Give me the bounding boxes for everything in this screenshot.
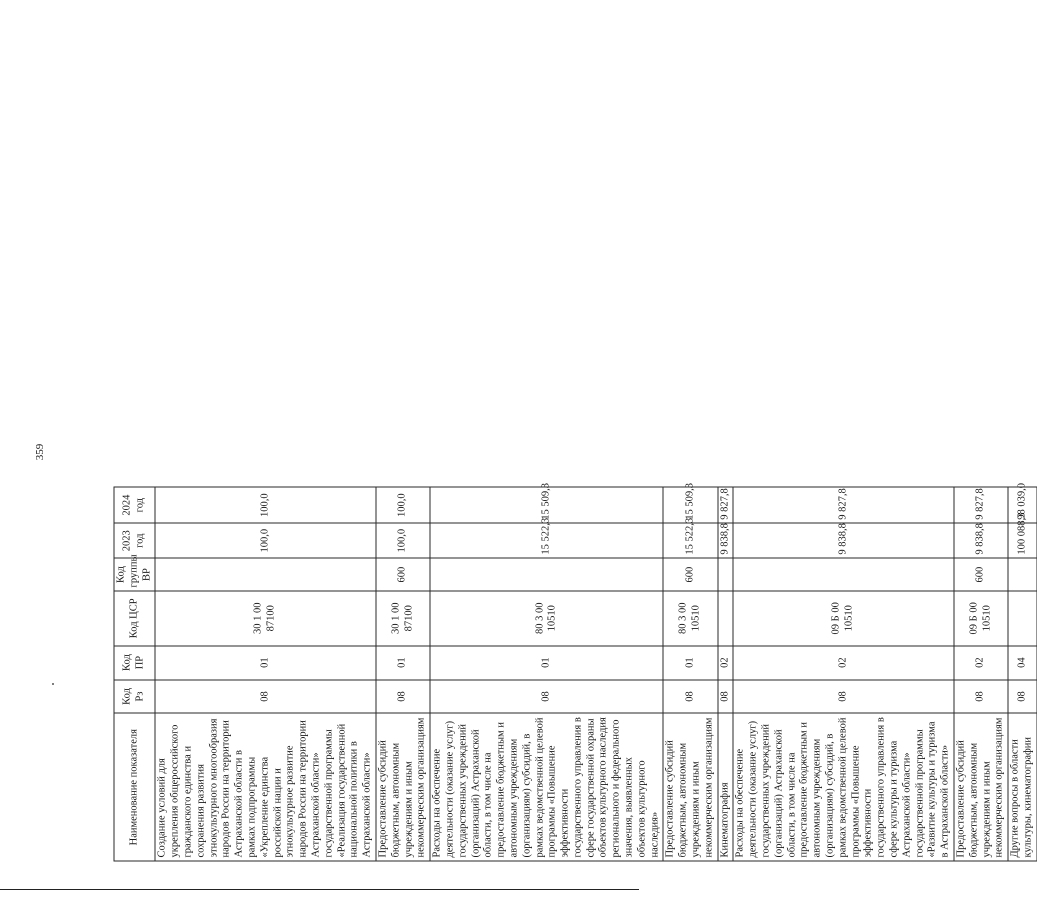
row-vr: 600 [663, 558, 717, 591]
row-2024: 9 827,8 [733, 487, 954, 523]
budget-table-container [114, 53, 1034, 862]
row-vr [430, 558, 663, 591]
row-name: Другие вопросы в области культуры, кинематографии [1008, 713, 1037, 861]
row-rz: 08 [430, 680, 663, 714]
table-header-row [114, 53, 155, 861]
row-vr: 600 [376, 558, 430, 591]
row-name: Предоставление субсидий бюджетным, автономным учреждениям и иным некоммерческим организациям [663, 713, 717, 861]
row-csr: 30 1 00 87100 [376, 591, 430, 646]
page-number: 359 [34, 443, 46, 461]
row-2024: 15 509,3 [430, 487, 663, 523]
row-pr: 02 [733, 646, 954, 680]
row-name: Предоставление субсидий бюджетным, автономным учреждениям и иным некоммерческим организациям [376, 713, 430, 861]
row-2023: 15 522,3 [430, 523, 663, 558]
row-csr: 30 1 00 87100 [155, 591, 376, 646]
row-csr: 80 3 00 10510 [663, 591, 717, 646]
row-2023: 9 838,8 [733, 523, 954, 558]
row-2024: 100,0 [376, 487, 430, 523]
row-name: Создание условий для укрепления общероссийского гражданского единства и сохранения развития этнокультурного многообразия народов России на территории Астраханской области в рамках подпрограммы «Укрепление единства российской нации и этнокультурное развитие народов России на территории Астраханской области» государственной программы «Реализация государственной национальной политики в Астраханской области» [155, 713, 376, 861]
row-2023: 100,0 [155, 523, 376, 558]
header-rz: Код Рз [114, 680, 155, 714]
row-rz: 08 [733, 680, 954, 714]
row-pr: 01 [155, 646, 376, 680]
row-vr [733, 558, 954, 591]
row-vr: 600 [954, 558, 1008, 591]
row-pr: 01 [430, 646, 663, 680]
row-2024: 15 509,3 [663, 487, 717, 523]
header-pr: Код ПР [114, 646, 155, 680]
budget-table [114, 53, 1037, 862]
row-2023: 9 838,8 [954, 523, 1008, 558]
scan-speck [52, 683, 54, 685]
row-rz: 08 [155, 680, 376, 714]
row-2024: 98 039,0 [1008, 487, 1037, 523]
row-2023: 100,0 [376, 523, 430, 558]
row-csr [1008, 591, 1037, 646]
row-2024: 100,0 [155, 487, 376, 523]
row-pr: 01 [376, 646, 430, 680]
row-vr [1008, 558, 1037, 591]
header-2024: 2024 год [114, 487, 155, 523]
row-csr [718, 591, 734, 646]
row-name: Предоставление субсидий бюджетным, автономным учреждениям и иным некоммерческим организациям [954, 713, 1008, 861]
row-csr: 09 Б 00 10510 [954, 591, 1008, 646]
row-rz: 08 [663, 680, 717, 714]
row-rz: 08 [718, 680, 734, 714]
table-row [663, 53, 717, 861]
table-row [1008, 53, 1037, 861]
row-rz: 08 [376, 680, 430, 714]
row-csr: 80 3 00 10510 [430, 591, 663, 646]
row-pr: 01 [663, 646, 717, 680]
row-rz: 08 [954, 680, 1008, 714]
row-2024: 9 827,8 [718, 487, 734, 523]
row-vr [718, 558, 734, 591]
row-name: Расходы на обеспечение деятельности (оказание услуг) государственных учреждений (организаций) Астраханской области, в том числе на предоставление бюджетным и автономным учреждениям (организациям) субсидий, в рамках ведомственной целевой программы «Повышение эффективности государственного управления в сфере государственной охраны объектов культурного наследия регионального и федерального значения, выявленных объектов культурного наследия» [430, 713, 663, 861]
table-row [733, 53, 954, 861]
table-row [718, 53, 734, 861]
table-row [155, 53, 376, 861]
row-name: Кинематография [718, 713, 734, 861]
row-csr: 09 Б 00 10510 [733, 591, 954, 646]
row-name: Расходы на обеспечение деятельности (оказание услуг) государственных учреждений (организаций) Астраханской области, в том числе на предоставление бюджетным и автономным учреждениям (организациям) субсидий, в рамках ведомственной целевой программы «Повышение эффективности государственного управления в сфере культуры и туризма Астраханской области» государственной программы «Развитие культуры и туризма в Астраханской области» [733, 713, 954, 861]
table-row [430, 53, 663, 861]
row-rz: 08 [1008, 680, 1037, 714]
table-row [954, 53, 1008, 861]
header-vr: Код группы ВР [114, 558, 155, 591]
row-pr: 04 [1008, 646, 1037, 680]
header-2023: 2023 год [114, 523, 155, 558]
row-pr: 02 [954, 646, 1008, 680]
row-pr: 02 [718, 646, 734, 680]
bottom-rule [0, 889, 639, 890]
row-vr [155, 558, 376, 591]
row-2023: 15 522,3 [663, 523, 717, 558]
header-csr: Код ЦСР [114, 591, 155, 646]
row-2024: 9 827,8 [954, 487, 1008, 523]
row-2023: 100 088,3 [1008, 523, 1037, 558]
row-2023: 9 838,8 [718, 523, 734, 558]
table-row [376, 53, 430, 861]
header-name: Наименование показателя [114, 713, 155, 861]
